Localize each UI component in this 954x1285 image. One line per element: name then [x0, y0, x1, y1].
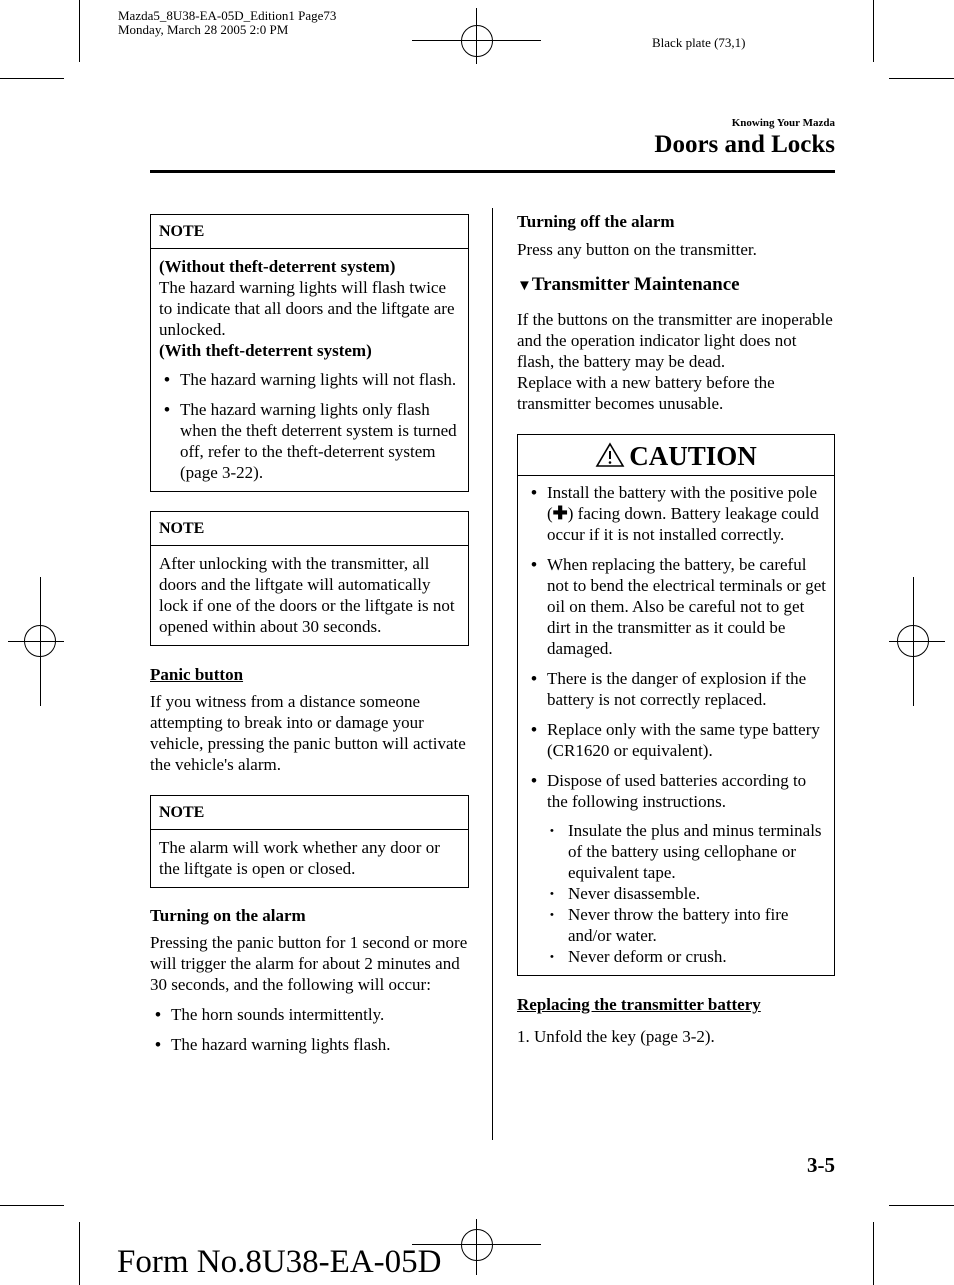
note-heading: NOTE: [151, 215, 468, 249]
turn-on-alarm-heading: Turning on the alarm: [150, 906, 306, 925]
note-text: The alarm will work whether any door or the liftgate is open or closed.: [159, 838, 440, 878]
turn-off-alarm-heading: Turning off the alarm: [517, 212, 675, 231]
step-number: 1.: [517, 1027, 530, 1046]
caution-heading: [518, 435, 834, 476]
replacing-battery-heading: Replacing the transmitter battery: [517, 995, 761, 1014]
list-item: • The hazard warning lights flash.: [150, 1034, 469, 1055]
left-column: [150, 214, 469, 1055]
form-number: Form No.8U38-EA-05D: [117, 1244, 442, 1280]
list-item: • Install the battery with the positive pole (✚) facing down. Battery leakage could occur if it is not installed correctly.: [526, 482, 826, 545]
list-item: • There is the danger of explosion if the battery is not correctly replaced.: [526, 668, 826, 710]
caution-title: CAUTION: [629, 441, 757, 471]
section-label: Knowing Your Mazda: [731, 117, 835, 129]
maintenance-text: If the buttons on the transmitter are inoperable and the operation indicator light does not flash, the battery may be dead.: [517, 310, 833, 371]
plate-label: Black plate (73,1): [652, 35, 746, 50]
note-body: [151, 249, 468, 491]
note-text: The hazard warning lights will flash twice to indicate that all doors and the liftgate are unlocked.: [159, 278, 455, 339]
caution-box: [517, 434, 835, 976]
right-column: [517, 211, 835, 1047]
print-file-line: Mazda5_8U38-EA-05D_Edition1 Page73: [118, 8, 337, 23]
note-heading: NOTE: [151, 796, 468, 830]
crop-mark-bottom-left-h: [0, 1205, 64, 1206]
list-item: • Never disassemble.: [547, 883, 826, 904]
note-heading: NOTE: [151, 512, 468, 546]
note-text: After unlocking with the transmitter, all doors and the liftgate will automatically lock if one of the doors or the liftgate is not opened within about 30 seconds.: [159, 554, 455, 636]
page-title: Doors and Locks: [654, 131, 835, 158]
note-body: [151, 546, 468, 645]
crop-mark-top-left-h: [0, 78, 64, 79]
note-box-alarm: [150, 795, 469, 888]
panic-button-heading: Panic button: [150, 665, 244, 684]
note-bullet-list: [159, 369, 460, 483]
caution-bullet-list: [526, 482, 826, 967]
page-number: 3-5: [807, 1153, 835, 1177]
list-item: • The horn sounds intermittently.: [150, 1004, 469, 1025]
crop-mark-top-left-v: [79, 0, 80, 62]
maintenance-heading-text: Transmitter Maintenance: [531, 274, 740, 295]
crop-mark-bottom-left-v: [79, 1222, 80, 1285]
note-subheading: (Without theft-deterrent system): [159, 257, 396, 276]
note-box-hazard: [150, 214, 469, 492]
warning-triangle-icon: [595, 442, 625, 468]
maintenance-heading: [517, 274, 835, 297]
crop-mark-top-right-v: [873, 0, 874, 62]
note-box-auto-lock: [150, 511, 469, 646]
list-item: • When replacing the battery, be careful not to bend the electrical terminals or get oil on them. Also be careful not to get dirt in the transmitter as it could be damaged.: [526, 554, 826, 659]
header-rule: [150, 170, 835, 173]
triangle-down-icon: ▼: [517, 278, 532, 294]
caution-body: [518, 476, 834, 975]
note-body: [151, 830, 468, 887]
plus-icon: ✚: [552, 503, 568, 523]
crop-mark-bottom-right-v: [873, 1222, 874, 1285]
crop-mark-top-right-h: [889, 78, 954, 79]
crop-mark-bottom-right-h: [889, 1205, 954, 1206]
list-item: • The hazard warning lights only flash when the theft deterrent system is turned off, refer to the theft-deterrent system (page 3-22).: [159, 399, 460, 483]
disposal-instructions-list: [547, 820, 826, 967]
alarm-effects-list: [150, 1004, 469, 1055]
print-date-line: Monday, March 28 2005 2:0 PM: [118, 22, 289, 37]
list-item: • Never throw the battery into fire and/or water.: [547, 904, 826, 946]
list-item: • Never deform or crush.: [547, 946, 826, 967]
step-item: [517, 1026, 835, 1047]
step-text: Unfold the key (page 3-2).: [534, 1027, 715, 1046]
note-subheading: (With theft-deterrent system): [159, 341, 372, 360]
list-item: • Insulate the plus and minus terminals of the battery using cellophane or equivalent tape.: [547, 820, 826, 883]
list-item: • Dispose of used batteries according to the following instructions. • Insulate the plus and minus terminals of the battery using cellophane or equivalent tape. • Never disassemble. • Never throw the battery into fire and/or water. • Never deform or crush.: [526, 770, 826, 967]
maintenance-text: Replace with a new battery before the transmitter becomes unusable.: [517, 373, 775, 413]
list-item: • The hazard warning lights will not flash.: [159, 369, 460, 390]
panic-button-text: If you witness from a distance someone attempting to break into or damage your vehicle, pressing the panic button will activate the vehicle's alarm.: [150, 692, 466, 774]
turn-on-alarm-text: Pressing the panic button for 1 second or more will trigger the alarm for about 2 minutes and 30 seconds, and the following will occur:: [150, 933, 468, 994]
list-item: • Replace only with the same type battery (CR1620 or equivalent).: [526, 719, 826, 761]
column-divider: [492, 208, 493, 1140]
turn-off-alarm-text: Press any button on the transmitter.: [517, 240, 757, 259]
